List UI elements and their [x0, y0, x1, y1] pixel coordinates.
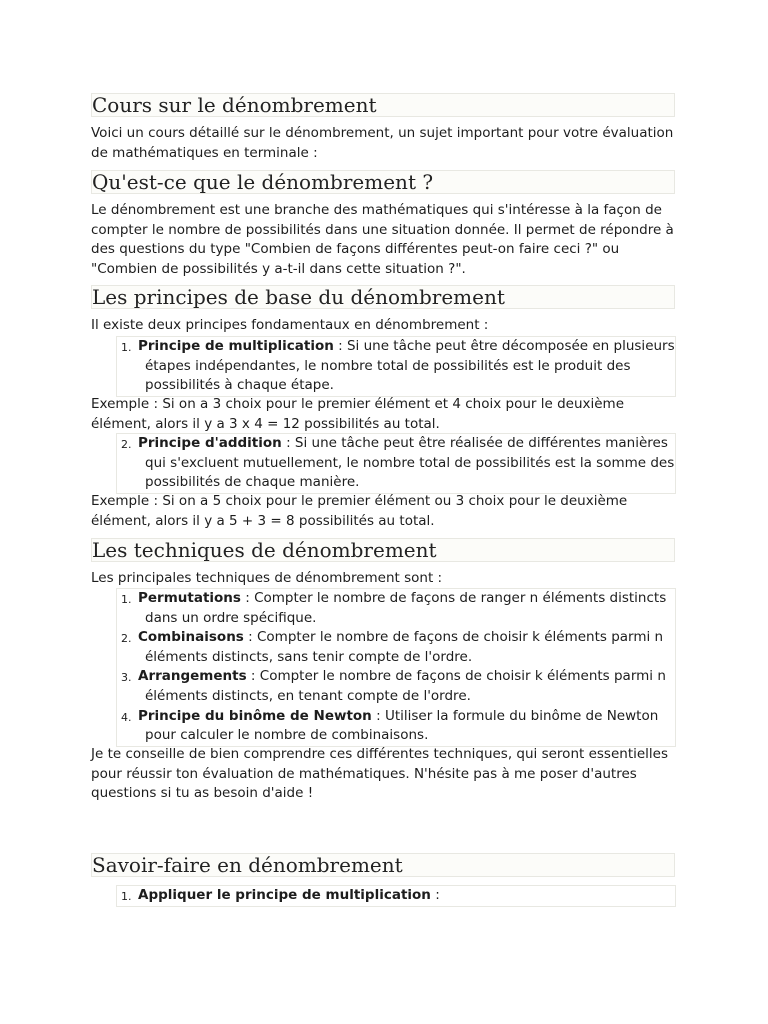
list-item-term: Combinaisons — [138, 629, 244, 646]
page-title: Cours sur le dénombrement — [91, 93, 675, 117]
definition-paragraph: Le dénombrement est une branche des mathématiques qui s'intéresse à la façon de compter le nombre de possibilités dans une situation donnée. Il permet de répondre à des questions du type "Combien de façons différentes peut-on faire ceci ?" ou "Combien de possibilités y a-t-il dans cette situation ?". — [91, 202, 674, 277]
list-item-term: Principe du binôme de Newton — [138, 707, 372, 724]
list-item — [117, 434, 675, 493]
conclusion-paragraph: Je te conseille de bien comprendre ces différentes techniques, qui seront essentielles pour réussir ton évaluation de mathématiques. N'hésite pas à me poser d'autres questions si tu as besoin d'aide ! — [91, 746, 669, 802]
list-item — [117, 337, 675, 396]
intro-paragraph: Voici un cours détaillé sur le dénombrement, un sujet important pour votre évaluation de mathématiques en terminale : — [91, 125, 674, 161]
section-heading-definition: Qu'est-ce que le dénombrement ? — [91, 170, 675, 194]
list-number: 1. — [121, 341, 132, 354]
principles-list-1 — [116, 336, 676, 397]
savoir-faire-list — [116, 885, 676, 907]
list-item — [117, 707, 675, 746]
section-heading-techniques: Les techniques de dénombrement — [91, 538, 675, 562]
techniques-list — [116, 588, 676, 747]
list-item-text: : Compter le nombre de façons de ranger n éléments distincts dans un ordre spécifique. — [145, 590, 667, 626]
list-number: 1. — [121, 890, 132, 903]
list-item-term: Principe de multiplication — [138, 338, 334, 354]
techniques-intro: Les principales techniques de dénombrement sont : — [91, 570, 443, 586]
list-item-term: Principe d'addition — [138, 435, 282, 451]
example-paragraph-2: Exemple : Si on a 5 choix pour le premier élément ou 3 choix pour le deuxième élément, alors il y a 5 + 3 = 8 possibilités au total. — [91, 493, 628, 529]
list-item-text: : Si une tâche peut être réalisée de différentes manières qui s'excluent mutuellement, le nombre total de possibilités est la somme des possibilités de chaque manière. — [145, 435, 675, 491]
list-number: 3. — [121, 671, 132, 685]
list-item-text: : Compter le nombre de façons de choisir k éléments parmi n éléments distincts, en tenant compte de l'ordre. — [145, 668, 666, 704]
section-heading-principles: Les principes de base du dénombrement — [91, 285, 675, 309]
example-paragraph-1: Exemple : Si on a 3 choix pour le premier élément et 4 choix pour le deuxième élément, alors il y a 3 x 4 = 12 possibilités au total. — [91, 396, 625, 432]
list-number: 2. — [121, 632, 132, 646]
list-item-text: : Si une tâche peut être décomposée en plusieurs étapes indépendantes, le nombre total de possibilités est le produit des possibilités à chaque étape. — [145, 338, 675, 394]
list-item — [117, 589, 675, 628]
list-item-term: Arrangements — [138, 668, 247, 685]
list-item — [117, 628, 675, 667]
list-item — [117, 667, 675, 706]
list-item-text: : — [430, 887, 440, 903]
list-item-term: Permutations — [138, 590, 241, 606]
list-item-text: : Utiliser la formule du binôme de Newton pour calculer le nombre de combinaisons. — [145, 707, 659, 744]
list-number: 4. — [121, 710, 132, 724]
principles-intro: Il existe deux principes fondamentaux en dénombrement : — [91, 317, 489, 333]
list-item-text: : Compter le nombre de façons de choisir k éléments parmi n éléments distincts, sans tenir compte de l'ordre. — [145, 629, 664, 665]
list-item-term: Appliquer le principe de multiplication — [138, 887, 431, 903]
list-item — [117, 886, 675, 906]
list-number: 1. — [121, 593, 132, 606]
section-heading-savoir-faire: Savoir-faire en dénombrement — [91, 853, 675, 877]
principles-list-2 — [116, 433, 676, 494]
list-number: 2. — [121, 438, 132, 451]
